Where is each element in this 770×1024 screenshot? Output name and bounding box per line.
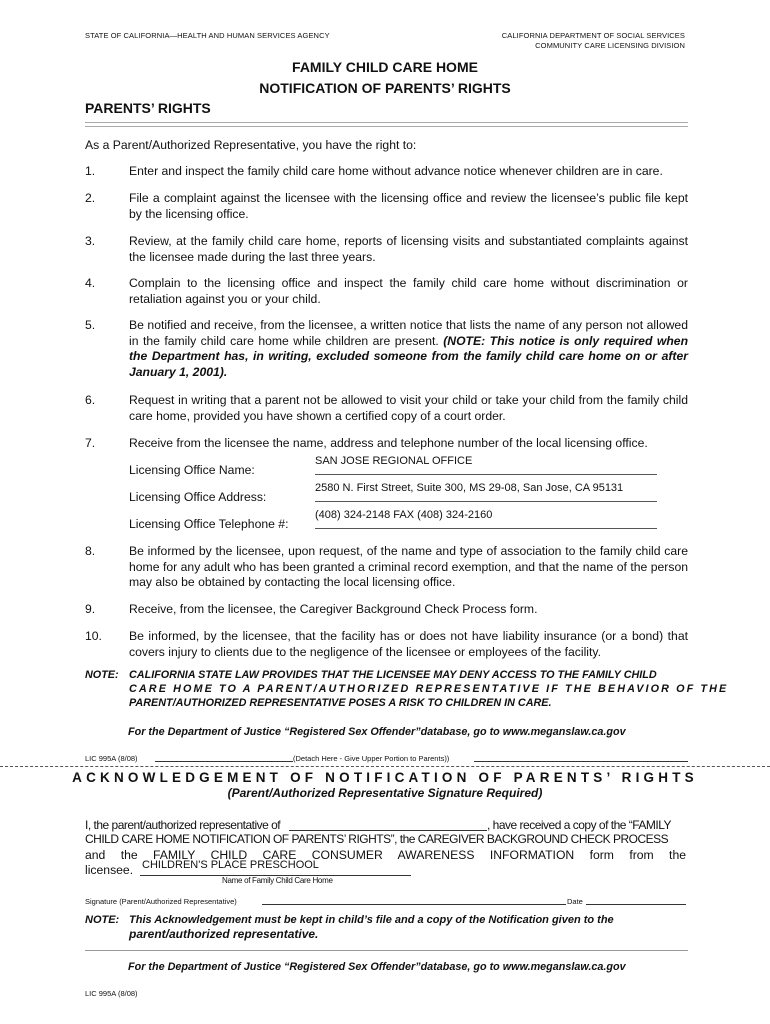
item-text: Be informed, by the licensee, that the facility has or does not have liability insurance (or a bond) that covers injury to clients due to the negligence of the licensee or employees of the facility. — [129, 629, 688, 659]
item-number: 6. — [85, 393, 96, 407]
item-number: 3. — [85, 234, 96, 248]
note-label: NOTE: — [85, 669, 119, 681]
item-number: 9. — [85, 602, 96, 616]
ack-note-label: NOTE: — [85, 914, 120, 926]
item-number: 2. — [85, 191, 96, 205]
divider — [85, 950, 688, 951]
list-item — [85, 191, 688, 222]
ack-title: ACKNOWLEDGEMENT OF NOTIFICATION OF PARENTS’ RIGHTS — [72, 770, 698, 785]
note-line: CALIFORNIA STATE LAW PROVIDES THAT THE LICENSEE MAY DENY ACCESS TO THE FAMILY CHILD — [129, 669, 657, 681]
item-text: Be informed by the licensee, upon request, of the name and type of association to the family child care home for any adult who has been granted a criminal record exemption, and that the name of the person may also be obtained by contacting the local licensing office. — [129, 544, 688, 589]
office-phone-label: Licensing Office Telephone #: — [129, 517, 289, 531]
list-item — [85, 234, 688, 265]
list-item — [85, 602, 688, 618]
ack-note-line-2: parent/authorized representative. — [129, 927, 319, 941]
page-title: FAMILY CHILD CARE HOME — [292, 59, 478, 75]
item-text: Receive from the licensee the name, address and telephone number of the local licensing office. — [129, 436, 648, 450]
ack-subtitle: (Parent/Authorized Representative Signature Required) — [227, 786, 543, 800]
office-address-line — [315, 501, 657, 502]
ack-line-1a: I, the parent/authorized representative of — [85, 818, 281, 832]
item-text: Enter and inspect the family child care home without advance notice whenever children are in care. — [129, 164, 663, 178]
facility-name-caption: Name of Family Child Care Home — [222, 876, 333, 885]
signature-field[interactable] — [262, 904, 566, 905]
list-item — [85, 164, 688, 180]
ack-line-4: licensee. — [85, 863, 134, 877]
item-number: 8. — [85, 544, 96, 558]
ack-note-line-1: This Acknowledgement must be kept in child’s file and a copy of the Notification given to the — [129, 914, 614, 926]
divider — [85, 122, 688, 127]
item-text: Receive, from the licensee, the Caregiver Background Check Process form. — [129, 602, 538, 616]
item-note: (NOTE: This notice is only required when the Department has, in writing, excluded someone from the family child care home on or after January 1, 2001). — [129, 333, 689, 379]
detach-cut-line — [0, 766, 770, 767]
detach-line-right — [474, 761, 688, 762]
item-number: 1. — [85, 164, 96, 178]
detach-line-left — [155, 761, 293, 762]
item-number: 7. — [85, 436, 96, 450]
item-text: Complain to the licensing office and inspect the family child care home without discrimination or retaliation against you or your child. — [129, 276, 688, 306]
intro-text: As a Parent/Authorized Representative, you have the right to: — [85, 138, 417, 152]
note-line: PARENT/AUTHORIZED REPRESENTATIVE POSES A RISK TO CHILDREN IN CARE. — [129, 697, 552, 709]
doj-link-text: For the Department of Justice “Registered Sex Offender”database, go to www.meganslaw.ca.gov — [128, 961, 626, 973]
list-item — [85, 276, 688, 307]
office-name-line — [315, 474, 657, 475]
list-item — [85, 629, 688, 660]
signature-label: Signature (Parent/Authorized Representative) — [85, 897, 237, 906]
item-text: Review, at the family child care home, reports of licensing visits and substantiated complaints against the licensee made during the last three years. — [129, 234, 688, 264]
doj-link-text: For the Department of Justice “Registered Sex Offender”database, go to www.meganslaw.ca.gov — [128, 726, 626, 738]
item-text: Request in writing that a parent not be allowed to visit your child or take your child from the family child care home, provided you have shown a certified copy of a court order. — [129, 393, 688, 423]
page-subtitle: NOTIFICATION OF PARENTS’ RIGHTS — [259, 80, 511, 96]
list-item — [85, 544, 688, 591]
list-item — [85, 436, 688, 452]
item-number: 5. — [85, 318, 96, 332]
list-item — [85, 318, 688, 380]
ack-line-2: CHILD CARE HOME NOTIFICATION OF PARENTS’ RIGHTS”, the CAREGIVER BACKGROUND CHECK PROCESS — [85, 832, 669, 846]
office-phone-value[interactable]: (408) 324-2148 FAX (408) 324-2160 — [315, 509, 493, 521]
list-item — [85, 393, 688, 424]
child-name-field[interactable] — [289, 830, 487, 831]
facility-name-value[interactable]: CHILDREN'S PLACE PRESCHOOL — [142, 859, 319, 871]
note-line: CARE HOME TO A PARENT/AUTHORIZED REPRESENTATIVE IF THE BEHAVIOR OF THE — [129, 683, 729, 695]
date-label: Date — [567, 897, 583, 906]
section-heading: PARENTS’ RIGHTS — [85, 100, 211, 116]
agency-header: STATE OF CALIFORNIA—HEALTH AND HUMAN SERVICES AGENCY — [85, 31, 330, 40]
item-text: Be notified and receive, from the licensee, a written notice that lists the name of any person not allowed in the family child care home while children are present. — [129, 318, 688, 348]
date-field[interactable] — [586, 904, 686, 905]
office-name-value[interactable]: SAN JOSE REGIONAL OFFICE — [315, 455, 473, 467]
item-number: 4. — [85, 276, 96, 290]
office-phone-line — [315, 528, 657, 529]
ack-line-3: and the FAMILY CHILD CARE CONSUMER AWARENESS INFORMATION form from the — [85, 848, 686, 862]
office-address-value[interactable]: 2580 N. First Street, Suite 300, MS 29-08, San Jose, CA 95131 — [315, 482, 624, 494]
division-header: COMMUNITY CARE LICENSING DIVISION — [535, 41, 685, 50]
detach-instruction: (Detach Here - Give Upper Portion to Parents)) — [293, 754, 450, 763]
form-id: LIC 995A (8/08) — [85, 754, 138, 763]
form-id-footer: LIC 995A (8/08) — [85, 989, 138, 998]
item-text: File a complaint against the licensee with the licensing office and review the licensee’s public file kept by the licensing office. — [129, 191, 688, 221]
ack-line-1b: , have received a copy of the “FAMILY — [487, 818, 672, 832]
office-name-label: Licensing Office Name: — [129, 463, 255, 477]
state-law-note — [85, 668, 729, 710]
office-address-label: Licensing Office Address: — [129, 490, 267, 504]
item-number: 10. — [85, 629, 102, 643]
department-header: CALIFORNIA DEPARTMENT OF SOCIAL SERVICES — [501, 31, 685, 40]
